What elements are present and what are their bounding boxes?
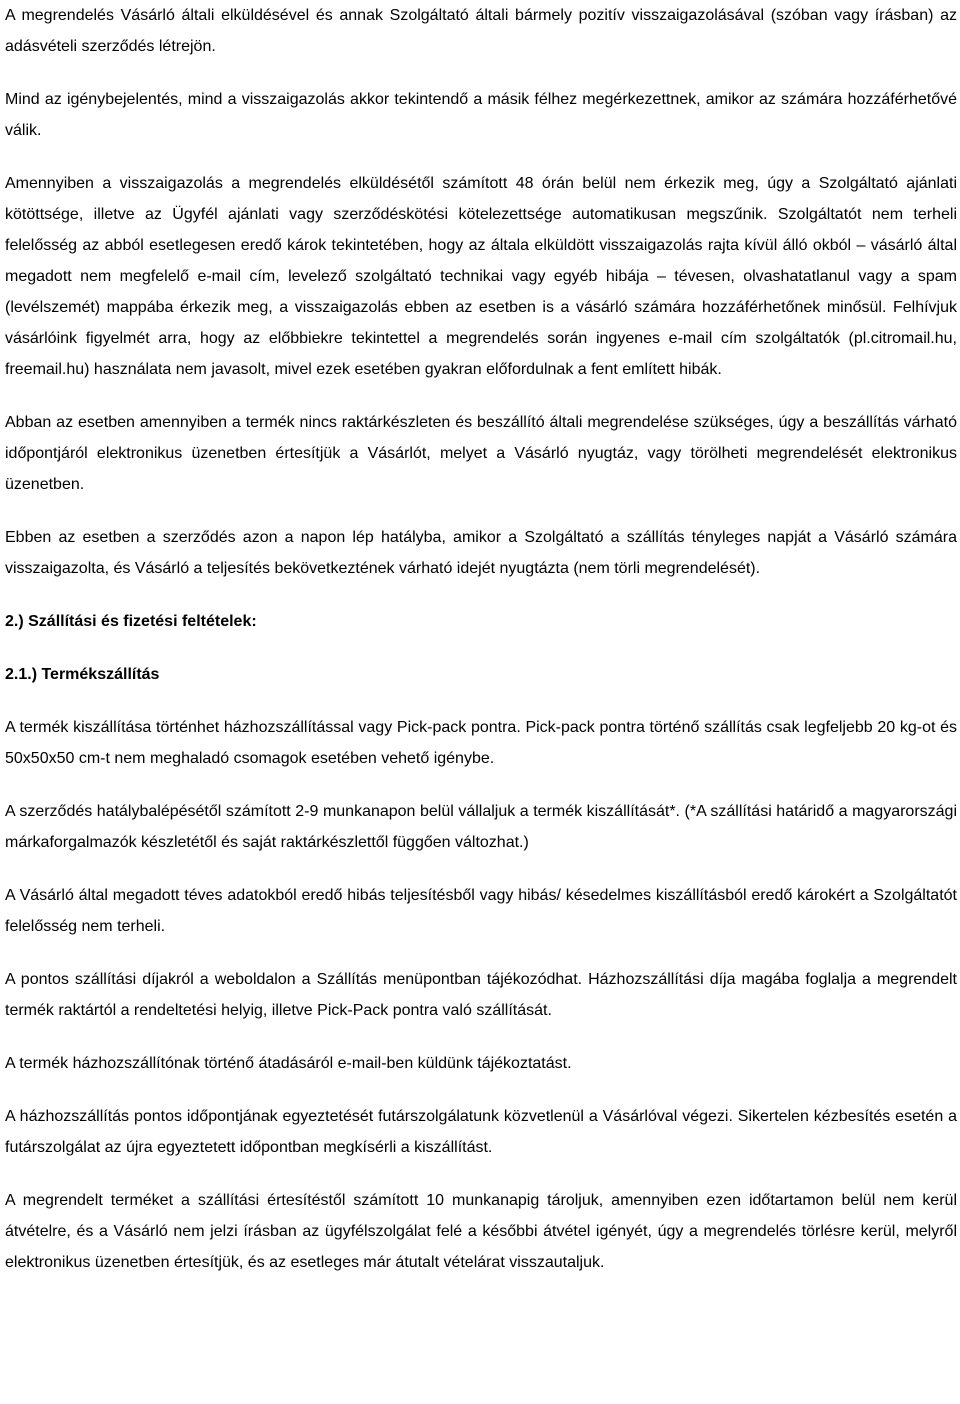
document-page	[5, 0, 957, 1300]
paragraph-liability: A Vásárló által megadott téves adatokból eredő hibás teljesítésből vagy hibás/ késedelmes kiszállításból eredő károkért a Szolgáltatót felelősség nem terheli.	[5, 887, 957, 935]
paragraph-contract-formation: A megrendelés Vásárló általi elküldésével és annak Szolgáltató általi bármely pozitív visszaigazolásával (szóban vagy írásban) az adásvételi szerződés létrejön.	[5, 7, 957, 55]
paragraph-shipping-fees: A pontos szállítási díjakról a weboldalon a Szállítás menüpontban tájékozódhat. Házhozszállítási díja magába foglalja a megrendelt termék raktártól a rendeltetési helyig, illetve Pick-Pack pontra való szállítását.	[5, 971, 957, 1019]
paragraph-courier-notice: A termék házhozszállítónak történő átadásáról e-mail-ben küldünk tájékoztatást.	[5, 1055, 572, 1072]
paragraph-receipt: Mind az igénybejelentés, mind a visszaigazolás akkor tekintendő a másik félhez megérkezettnek, amikor az számára hozzáférhetővé válik.	[5, 91, 957, 139]
paragraph-effective-date: Ebben az esetben a szerződés azon a napon lép hatályba, amikor a Szolgáltató a szállítás tényleges napját a Vásárló számára visszaigazolta, és Vásárló a teljesítés bekövetkeztének várható idejét nyugtázta (nem törli megrendelését).	[5, 529, 957, 577]
section-heading-shipping-payment: 2.) Szállítási és fizetési feltételek:	[5, 613, 257, 630]
subsection-heading-delivery: 2.1.) Termékszállítás	[5, 666, 160, 683]
paragraph-delivery-time: A szerződés hatálybalépésétől számított 2-9 munkanapon belül vállaljuk a termék kiszállítását*. (*A szállítási határidő a magyarországi márkaforgalmazók készletétől és saját raktárkészlettől függően változhat.)	[5, 803, 957, 851]
paragraph-delivery-scheduling: A házhozszállítás pontos időpontjának egyeztetését futárszolgálatunk közvetlenül a Vásárlóval végezi. Sikertelen kézbesítés esetén a futárszolgálat az újra egyeztetett időpontban megkísérli a kiszállítást.	[5, 1108, 957, 1156]
paragraph-delivery-methods: A termék kiszállítása történhet házhozszállítással vagy Pick-pack pontra. Pick-pack pontra történő szállítás csak legfeljebb 20 kg-ot és 50x50x50 cm-t nem meghaladó csomagok esetében vehető igénybe.	[5, 719, 957, 767]
paragraph-confirmation-deadline: Amennyiben a visszaigazolás a megrendelés elküldésétől számított 48 órán belül nem érkezik meg, úgy a Szolgáltató ajánlati kötöttsége, illetve az Ügyfél ajánlati vagy szerződéskötési kötelezettsége automatikusan megszűnik. Szolgáltatót nem terheli felelősség az abból esetlegesen eredő károk tekintetében, hogy az általa elküldött visszaigazolás rajta kívül álló okból – vásárló által megadott nem megfelelő e-mail cím, levelező szolgáltató technikai vagy egyéb hibája – tévesen, olvashatatlanul vagy a spam (levélszemét) mappába érkezik meg, a visszaigazolás ebben az esetben is a vásárló számára hozzáférhetőnek minősül. Felhívjuk vásárlóink figyelmét arra, hogy az előbbiekre tekintettel a megrendelés során ingyenes e-mail cím szolgáltatók (pl.citromail.hu, freemail.hu) használata nem javasolt, mivel ezek esetében gyakran előfordulnak a fent említett hibák.	[5, 175, 957, 378]
paragraph-storage-period: A megrendelt terméket a szállítási értesítéstől számított 10 munkanapig tároljuk, amennyiben ezen időtartamon belül nem kerül átvételre, és a Vásárló nem jelzi írásban az ügyfélszolgálat felé a későbbi átvétel igényét, úgy a megrendelés törlésre kerül, melyről elektronikus üzenetben értesítjük, és az esetleges már átutalt vételárat visszautaljuk.	[5, 1192, 957, 1271]
paragraph-out-of-stock: Abban az esetben amennyiben a termék nincs raktárkészleten és beszállító általi megrendelése szükséges, úgy a beszállítás várható időpontjáról elektronikus üzenetben értesítjük a Vásárlót, melyet a Vásárló nyugtáz, vagy törölheti megrendelését elektronikus üzenetben.	[5, 414, 957, 493]
